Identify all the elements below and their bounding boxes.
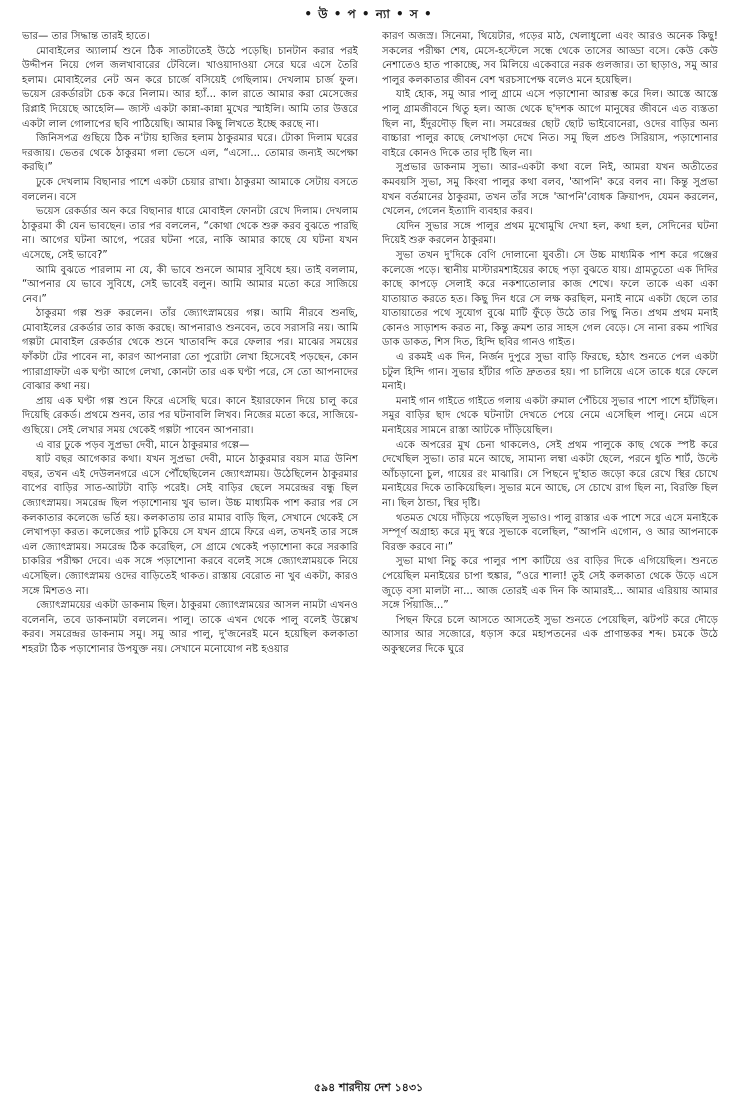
paragraph: সুভা তখন দু'দিকে বেণি দোলানো যুবতী। সে উচ্চ মাধ্যমিক পাশ করে গঞ্জের কলেজে পড়ে। স্থানীয় মাস্টারমশাইয়ের কাছে পড়া বুঝতে যায়। গ্রামতুতো এক দিদির কাছে কাপড়ে সেলাই করে নকশাতোলার কাজ শেখে। ফলে তাকে একা একা যাতায়াত করতে হত। কিছু দিন ধরে সে লক্ষ করছিল, মনাই নামে একটা ছেলে তার যাতায়াতের পথে সুযোগ বুঝে মাটি ফুঁড়ে উঠে তার পিছু নিত। প্রথম প্রথম মনাই কোনও সাড়াশব্দ করত না, কিন্তু ক্রমশ তার সাহস গেল বেড়ে। সে নানা রকম পাখির ডাক ডাকত, শিস দিত, হিন্দি ছবির গানও গাইত। bbox=[382, 249, 718, 349]
right-column bbox=[382, 30, 718, 1070]
paragraph: আমি বুঝতে পারলাম না যে, কী ভাবে শুনলে আমার সুবিধে হয়। তাই বললাম, “আপনার যে ভাবে সুবিধে, সেই ভাবেই বলুন। আমি আমার মতো করে সাজিয়ে নেব।” bbox=[22, 264, 358, 305]
paragraph: ভয়েস রেকর্ডার অন করে বিছানার ধারে মোবাইল ফোনটা রেখে দিলাম। দেখলাম ঠাকুরমা কী যেন ভাবছেন। তার পর বললেন, “কোথা থেকে শুরু করব বুঝতে পারছি না। আগের ঘটনা আগে, পরের ঘটনা পরে, নাকি আমার কাছে যে ঘটনা যখন এসেছে, সেই ভাবে?” bbox=[22, 206, 358, 261]
page-footer: ৫৯৪ শারদীয় দেশ ১৪৩১ bbox=[313, 1081, 424, 1094]
paragraph: সুপ্রভার ডাকনাম সুভা। আর-একটা কথা বলে নিই, আমরা যখন অতীতের কমবয়সি সুভা, সমু কিংবা পালুর কথা বলব, 'আপনি' করে বলব না। কিন্তু সুপ্রভা যখন বর্তমানের ঠাকুরমা, তখন তাঁর সঙ্গে 'আপনি'বোধক ক্রিয়াপদ, যেমন করলেন, খেলেন, গেলেন ইত্যাদি ব্যবহার করব। bbox=[382, 162, 718, 218]
paragraph: মোবাইলের অ্যালার্ম শুনে ঠিক সাতটাতেই উঠে পড়েছি। চানটান করার পরই উদ্দীপন নিয়ে গেল জলখাবারের টেবিলে। খাওয়াদাওয়া সেরে ঘরে এসে তৈরি হলাম। মোবাইলের নেট অন করে চার্জে বসিয়েই গেছিলাম। দেখলাম চার্জ ফুল। ভয়েস রেকর্ডারটা চেক করে নিলাম। আর হ্যাঁ... কাল রাতে আমার করা মেসেজের রিপ্লাই দিয়েছে আহেলি— জাস্ট একটা কান্না-কান্না মুখের স্মাইলি। আমি তার উত্তরে একটা লাল গোলাপের ছবি পাঠিয়েছি। আমার কিছু লিখতে ইচ্ছে করছে না। bbox=[22, 45, 358, 130]
paragraph: প্রায় এক ঘণ্টা গল্প শুনে ফিরে এসেছি ঘরে। কানে ইয়ারফোন দিয়ে চালু করে দিয়েছি রেকর্ড। প্রথমে শুনব, তার পর ঘটনাবলি লিখব। নিজের মতো করে, সাজিয়ে-গুছিয়ে। সেই লেখার সময় থেকেই গল্পটা পাবেন আপনারা। bbox=[22, 395, 358, 437]
paragraph: মনাই গান গাইতে গাইতে গলায় একটা রুমাল পেঁচিয়ে সুভার পাশে পাশে হাঁটছিল। সমুর বাড়ির ছাদ থেকে ঘটনাটা দেখতে পেয়ে নেমে এসেছিল পালু। নেমে এসে মনাইয়ের সামনে রাস্তা আটকে দাঁড়িয়েছিল। bbox=[382, 395, 718, 437]
paragraph: জ্যোৎস্নাময়ের একটা ডাকনাম ছিল। ঠাকুরমা জ্যোৎস্নাময়ের আসল নামটা এখনও বলেননি, তবে ডাকনামটা বললেন। পালু। তাকে এখন থেকে পালু বলেই উল্লেখ করব। সমরেন্দ্রর ডাকনাম সমু। সমু আর পালু, দু'জনেরই মনে হয়েছিল কলকাতা শহরটা ঠিক পড়াশোনার উপযুক্ত নয়। সেখানে মনোযোগ নষ্ট হওয়ার bbox=[22, 600, 358, 655]
paragraph: ভার— তার সিদ্ধান্ত তারই হাতে। bbox=[22, 31, 150, 42]
paragraph: পিছন ফিরে চলে আসতে আসতেই সুভা শুনতে পেয়েছিল, ঝটপট করে দৌড়ে আসার আর সজোরে, ধড়াস করে মহাপতনের এক প্রাণান্তকর শব্দ। চমকে উঠে অকুস্থলের দিকে ঘুরে bbox=[382, 614, 718, 655]
section-header: • উ • প • ন্যা • স • bbox=[304, 7, 433, 21]
paragraph: যাই হোক, সমু আর পালু গ্রামে এসে পড়াশোনা আরম্ভ করে দিল। আস্তে আস্তে পালু গ্রামজীবনে থিতু হল। আজ থেকে ছ'দশক আগে মানুষের জীবনে এত ব্যস্ততা ছিল না, ইঁদুরদৌড় ছিল না। সমরেন্দ্রর ছোট ছোট ভাইবোনেরা, ওদের বাড়ির অন্য বাচ্চারা পালুর কাছে লেখাপড়া দেখে নিত। সমু ছিল প্রচণ্ড সিরিয়াস, পড়াশোনার বাইরে কোনও দিকে তার দৃষ্টি ছিল না। bbox=[382, 89, 718, 159]
paragraph: সুভা মাথা নিচু করে পালুর পাশ কাটিয়ে ওর বাড়ির দিকে এগিয়েছিল। শুনতে পেয়েছিল মনাইয়ের চাপা হুঙ্কার, “ওরে শালা! তুই সেই কলকাতা থেকে উড়ে এসে জুড়ে বসা মালটা না... আজ তোরই এক দিন কি আমারই... আমার এরিয়ায় আমার সঙ্গে পিঁয়াজি...” bbox=[382, 556, 718, 612]
left-column bbox=[22, 30, 358, 1070]
paragraph: ষাট বছর আগেকার কথা। যখন সুপ্রভা দেবী, মানে ঠাকুরমার বয়স মাত্র উনিশ বছর, তখন এই দেউলনগরে এসে পৌঁছেছিলেন জ্যোৎস্নাময়। উঠেছিলেন ঠাকুরমার বাপের বাড়ির সাত-আটটা বাড়ি পরেই। সেই বাড়ির ছেলে সমরেন্দ্রর বন্ধু ছিল জ্যোৎস্নাময়। সমরেন্দ্র ছিল পড়াশোনায় খুব ভাল। উচ্চ মাধ্যমিক পাশ করার পর সে কলকাতার কলেজে ভর্তি হয়। কলকাতায় তার মামার বাড়ি ছিল, সেখানে থেকেই সে লেখাপড়া করত। কলেজের পাট চুকিয়ে সে যখন গ্রামে ফিরে এল, তখনই তার সঙ্গে এল জ্যোৎস্নাময়। সমরেন্দ্র ঠিক করেছিল, সে গ্রামে থেকেই পড়াশোনা করে সরকারি চাকরির পরীক্ষা দেবে। এক সঙ্গে পড়াশোনা করবে বলেই সঙ্গে জ্যোৎস্নাময়কে নিয়ে এসেছিল। জ্যোৎস্নাময় ওদের বাড়িতেই থাকত। রাস্তায় বেরোত না খুব একটা, কারও সঙ্গে মিশতও না। bbox=[22, 454, 358, 597]
paragraph: ঠাকুরমা গল্প শুরু করলেন। তাঁর জ্যোৎস্নাময়ের গল্প। আমি নীরবে শুনছি, মোবাইলের রেকর্ডার তার কাজ করছে। আপনারাও শুনবেন, তবে সরাসরি নয়। আমি গল্পটা মোবাইল রেকর্ডার থেকে শুনে খাতাবন্দি করে ফেলার পর। মাঝের সময়ের ফাঁকটা টের পাবেন না, কারণ আপনারা তো পুরোটা লেখা হিসেবেই পড়ছেন, কোন প্যারাগ্রাফটা এক ঘণ্টা আগে লেখা, কোনটা তার এক ঘণ্টা পরে, সে তো আপনাদের বোঝার কথা নয়। bbox=[22, 308, 358, 393]
paragraph: এ বার ঢুকে পড়ব সুপ্রভা দেবী, মানে ঠাকুরমার গল্পে— bbox=[36, 439, 250, 451]
paragraph: যেদিন সুভার সঙ্গে পালুর প্রথম মুখোমুখি দেখা হল, কথা হল, সেদিনের ঘটনা দিয়েই শুরু করলেন ঠাকুরমা। bbox=[382, 220, 718, 247]
paragraph: এ রকমই এক দিন, নির্জন দুপুরে সুভা বাড়ি ফিরছে, হঠাৎ শুনতে পেল একটা চটুল হিন্দি গান। সুভার হাঁটার গতি দ্রুততর হয়। পা চালিয়ে এসে তাকে ধরে ফেলে মনাই। bbox=[382, 352, 718, 393]
paragraph: একে অপরের মুখ চেনা থাকলেও, সেই প্রথম পালুকে কাছ থেকে স্পষ্ট করে দেখেছিল সুভা। তার মনে আছে, সামান্য লম্বা একটা ছেলে, পরনে ধুতি শার্ট, উল্টে আঁচড়ানো চুল, গায়ের রং মাঝারি। সে পিছনে দু'হাত জড়ো করে রেখে স্থির চোখে মনাইয়ের দিকে তাকিয়েছিল। সুভার মনে আছে, সে চোখে রাগ ছিল না, বিরক্তি ছিল না। ছিল ঠান্ডা, স্থির দৃষ্টি। bbox=[382, 439, 718, 509]
paragraph: জিনিসপত্র গুছিয়ে ঠিক ন'টায় হাজির হলাম ঠাকুরমার ঘরে। টোকা দিলাম ঘরের দরজায়। ভেতর থেকে ঠাকুরমা গলা ভেসে এল, “এসো... তোমার জন্যই অপেক্ষা করছি।” bbox=[22, 133, 358, 174]
paragraph: কারণ অজস্র। সিনেমা, থিয়েটার, গড়ের মাঠ, খেলাধুলো এবং আরও অনেক কিছু! সকলের পরীক্ষা শেষ, মেসে-হস্টেলে সন্ধে থেকে তাসের আড্ডা বসে। কেউ কেউ নেশাতেও হাত পাকাচ্ছে, সব মিলিয়ে একেবারে নরক গুলজার। তা ছাড়াও, সমু আর পালুর কলকাতার জীবন বেশ খরচসাপেক্ষ বলেও মনে হয়েছিল। bbox=[382, 31, 718, 86]
paragraph: ঢুকে দেখলাম বিছানার পাশে একটা চেয়ার রাখা। ঠাকুরমা আমাকে সেটায় বসতে বললেন। বসে bbox=[22, 176, 358, 203]
paragraph: থতমত খেয়ে দাঁড়িয়ে পড়েছিল সুভাও। পালু রাস্তার এক পাশে সরে এসে মনাইকে সম্পূর্ণ অগ্রাহ্য করে মৃদু স্বরে সুভাকে বলেছিল, “আপনি এগোন, ও আর আপনাকে বিরক্ত করবে না।” bbox=[382, 512, 718, 553]
